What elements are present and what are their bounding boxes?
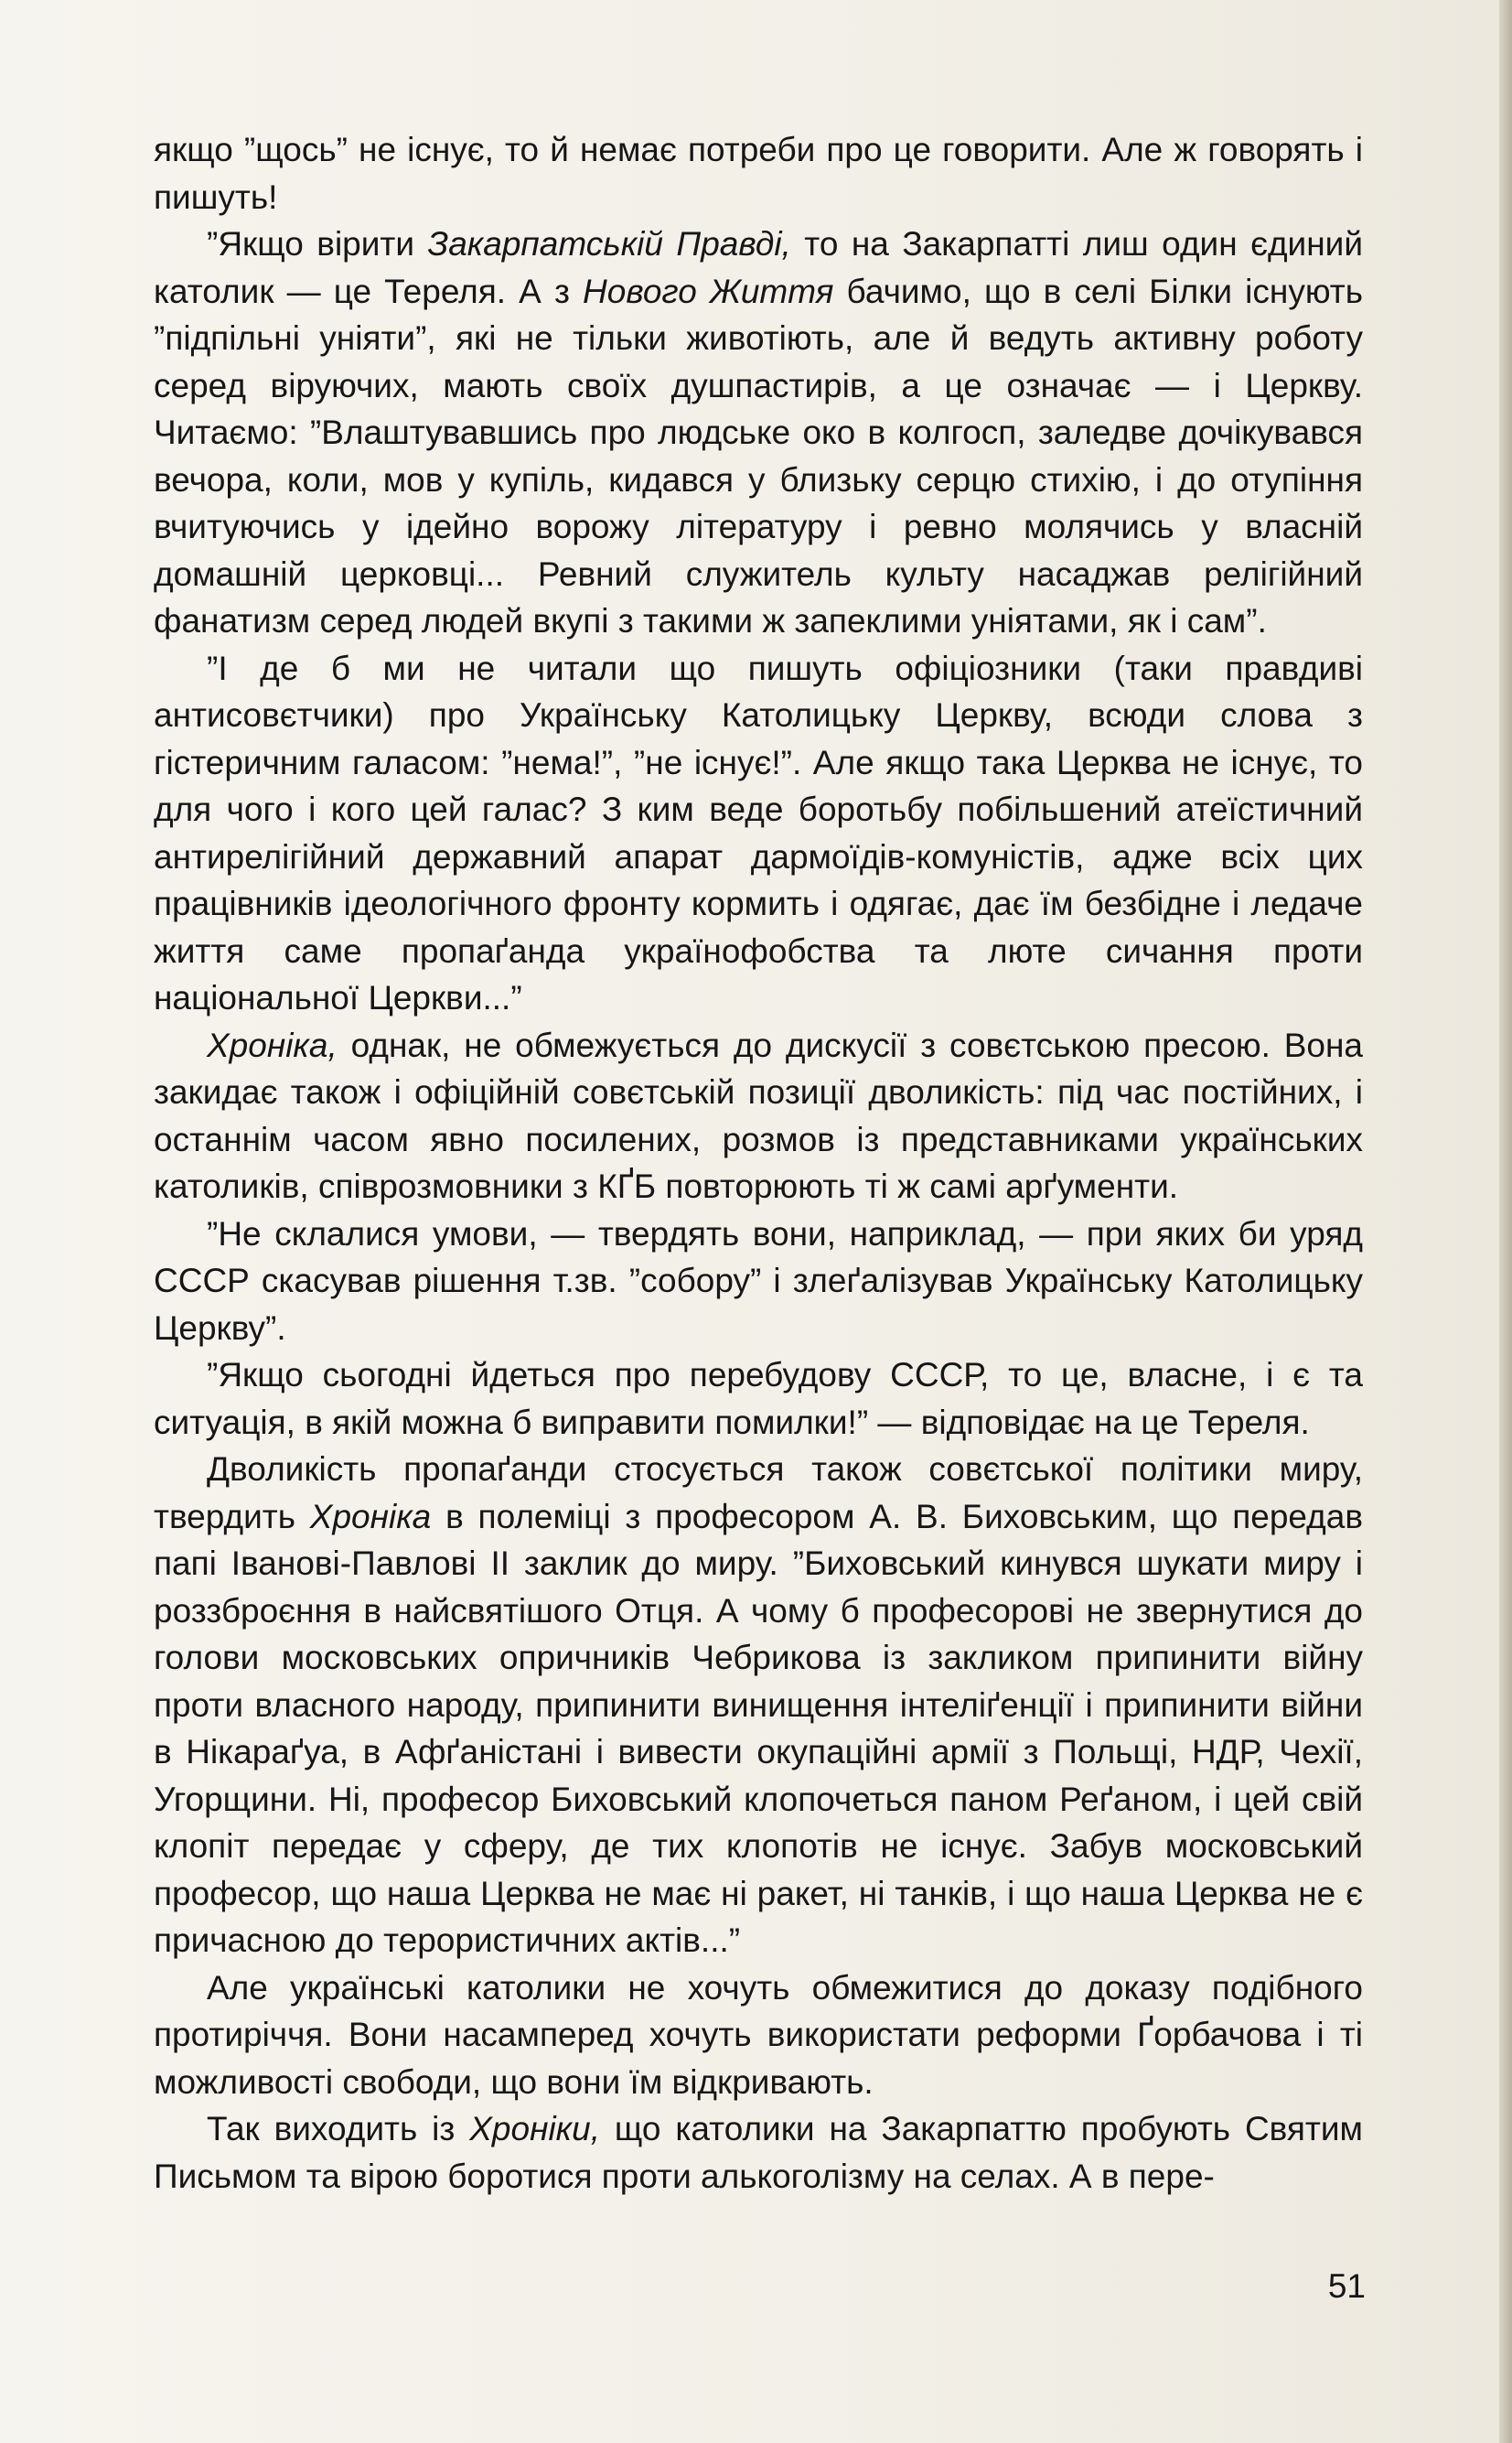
text-run: ”І де б ми не читали що пишуть офіціозники (таки правдиві антисовєтчики) про Українську Католицьку Церкву, всюди слова з гістеричним галасом: ”нема!”, ”не існує!”. Але якщо така Церква не існує, то для чого і кого цей галас? З ким веде боротьбу побільшений атеїстичний антирелігійний державний апарат дармоїдів-комуністів, адже всіх цих працівників ідеологічного фронту кормить і одягає, дає їм безбідне і ледаче життя саме пропаґанда українофобства та люте сичання проти національної Церкви...” <box>154 649 1363 1017</box>
italic-text: Хроніка <box>309 1497 432 1535</box>
italic-text: Хроніки, <box>469 2110 600 2147</box>
paragraph <box>154 126 1363 221</box>
text-run: то на Закарпатті лиш один єдиний католик — це Тереля. А з <box>154 225 1363 310</box>
paragraph <box>154 221 1363 645</box>
paragraph <box>154 1964 1363 2106</box>
text-run: ”Якщо сьогодні йдеться про перебудову СССР, то це, власне, і є та ситуація, в якій можна б виправити помилки!” — відповідає на це Тереля. <box>154 1356 1363 1441</box>
paragraph <box>154 1446 1363 1964</box>
text-run: Так виходить із <box>207 2110 470 2147</box>
text-run: ”Не склалися умови, — твердять вони, наприклад, — при яких би уряд СССР скасував рішення т.зв. ”собору” і злеґалізував Українську Католицьку Церкву”. <box>154 1214 1363 1347</box>
text-run: бачимо, що в селі Білки існують ”підпільні уніяти”, які не тільки животіють, але й ведуть активну роботу серед віруючих, мають своїх душпастирів, а це означає — і Церкву. Читаємо: ”Влаштувавшись про людське око в колгосп, заледве дочікувався вечора, коли, мов у купіль, кидався у близьку серцю стихію, і до отупіння вчитуючись у ідейно ворожу літературу і ревно молячись у власній домашній церковці... Ревний служитель культу насаджав релігійний фанатизм серед людей вкупі з такими ж запеклими уніятами, як і сам”. <box>154 272 1364 640</box>
paragraph <box>154 1022 1363 1211</box>
italic-text: Закарпатській Правді, <box>427 225 791 263</box>
text-run: ”Якщо вірити <box>207 225 428 263</box>
text-run: Але українські католики не хочуть обмежитися до доказу подібного протиріччя. Вони насамперед хочуть використати реформи Ґорбачова і ті можливості свободи, що вони їм відкривають. <box>154 1968 1363 2101</box>
text-run: Дволикість пропаґанди стосується також совєтської політики миру, твердить <box>154 1450 1363 1535</box>
paragraph <box>154 645 1363 1022</box>
text-run: однак, не обмежується до дискусії з совєтською пресою. Вона закидає також і офіційній совєтській позиції дволикість: під час постійних, і останнім часом явно посилених, розмов із представниками українських католиків, співрозмовники з КҐБ повторюють ті ж самі арґументи. <box>154 1026 1363 1205</box>
paragraph <box>154 2105 1363 2200</box>
page-number: 51 <box>1327 2267 1366 2305</box>
text-run: що католики на Закарпаттю пробують Святим Письмом та вірою боротися проти алькоголізму на селах. А в пере- <box>154 2110 1363 2195</box>
text-run: в полеміці з професором А. В. Биховським, що передав папі Іванові-Павлові ІІ заклик до миру. ”Биховський кинувся шукати миру і роззброєння в найсвятішого Отця. А чому б професорові не звернутися до голови московських опричників Чебрикова із закликом припинити війну проти власного народу, припинити винищення інтеліґенції і припинити війни в Нікараґуа, в Афґаністані і вивести окупаційні армії з Польщі, НДР, Чехії, Угорщини. Ні, професор Биховський клопочеться паном Реґаном, і цей свій клопіт передає у сферу, де тих клопотів не існує. Забув московський професор, що наша Церква не має ні ракет, ні танків, і що наша Церква не є причасною до терористичних актів...” <box>154 1497 1363 1959</box>
italic-text: Хроніка, <box>207 1026 338 1064</box>
italic-text: Нового Життя <box>583 272 834 310</box>
paragraph <box>154 1211 1363 1352</box>
body-text <box>154 126 1363 2200</box>
page-edge-shadow <box>1499 0 1512 2443</box>
paragraph <box>154 1351 1363 1446</box>
text-run: якщо ”щось” не існує, то й немає потреби про це говорити. Але ж говорять і пишуть! <box>154 131 1363 216</box>
